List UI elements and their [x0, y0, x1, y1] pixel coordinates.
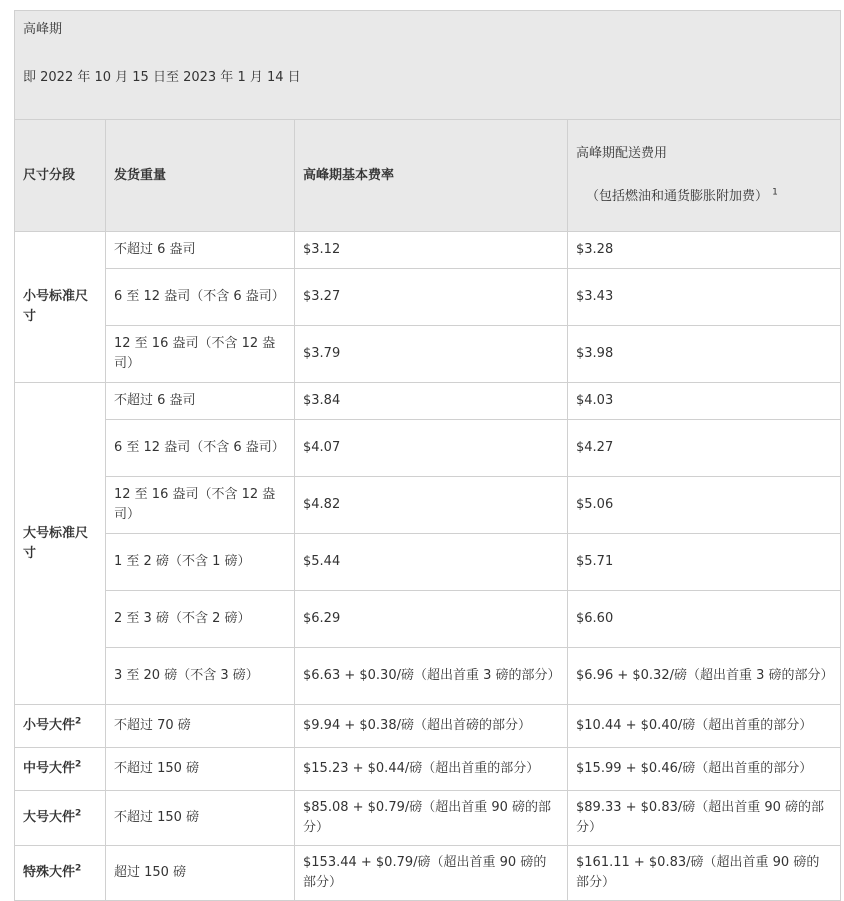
- header-row: [15, 120, 841, 232]
- base-rate-cell: $3.79: [295, 326, 568, 383]
- base-rate-cell: $3.12: [295, 232, 568, 269]
- size-tier-label: 小号大件: [23, 718, 76, 733]
- footnote-ref[interactable]: 2: [75, 759, 82, 770]
- base-rate-cell: $6.63 + $0.30/磅（超出首重 3 磅的部分）: [295, 648, 568, 705]
- weight-cell: 3 至 20 磅（不含 3 磅）: [106, 648, 295, 705]
- fee-cell: $10.44 + $0.40/磅（超出首重的部分）: [568, 705, 841, 748]
- table-row: [15, 383, 841, 420]
- fee-cell: $5.06: [568, 477, 841, 534]
- base-rate-cell: $5.44: [295, 534, 568, 591]
- table-row: [15, 477, 841, 534]
- weight-cell: 不超过 70 磅: [106, 705, 295, 748]
- size-tier-cell: [15, 705, 106, 748]
- header-base-rate: 高峰期基本费率: [295, 120, 568, 232]
- weight-cell: 12 至 16 盎司（不含 12 盎司）: [106, 477, 295, 534]
- period-title: 高峰期: [23, 22, 63, 37]
- header-tier: 尺寸分段: [15, 120, 106, 232]
- footnote-ref[interactable]: 1: [772, 187, 778, 198]
- base-rate-cell: $15.23 + $0.44/磅（超出首重的部分）: [295, 748, 568, 791]
- fee-cell: $3.28: [568, 232, 841, 269]
- size-tier-label: 大号大件: [23, 810, 76, 825]
- fee-cell: $161.11 + $0.83/磅（超出首重 90 磅的部分）: [568, 846, 841, 901]
- table-row: [15, 326, 841, 383]
- fee-cell: $5.71: [568, 534, 841, 591]
- table-row: [15, 705, 841, 748]
- weight-cell: 2 至 3 磅（不含 2 磅）: [106, 591, 295, 648]
- weight-cell: 不超过 150 磅: [106, 791, 295, 846]
- weight-cell: 12 至 16 盎司（不含 12 盎司）: [106, 326, 295, 383]
- table-row: [15, 748, 841, 791]
- fee-cell: $3.98: [568, 326, 841, 383]
- weight-cell: 不超过 150 磅: [106, 748, 295, 791]
- header-fee-note-text: （包括燃油和通货膨胀附加费）: [586, 189, 769, 204]
- header-weight: 发货重量: [106, 120, 295, 232]
- fee-cell: $6.96 + $0.32/磅（超出首重 3 磅的部分）: [568, 648, 841, 705]
- table-row: [15, 648, 841, 705]
- footnote-ref[interactable]: 2: [75, 808, 82, 819]
- table-row: [15, 791, 841, 846]
- fee-cell: $89.33 + $0.83/磅（超出首重 90 磅的部分）: [568, 791, 841, 846]
- table-row: [15, 591, 841, 648]
- base-rate-cell: $6.29: [295, 591, 568, 648]
- period-cell: [15, 11, 841, 120]
- base-rate-cell: $153.44 + $0.79/磅（超出首重 90 磅的部分）: [295, 846, 568, 901]
- table-row: [15, 534, 841, 591]
- table-row: [15, 269, 841, 326]
- base-rate-cell: $3.84: [295, 383, 568, 420]
- weight-cell: 6 至 12 盎司（不含 6 盎司）: [106, 420, 295, 477]
- fee-cell: $4.27: [568, 420, 841, 477]
- size-tier-cell: [15, 232, 106, 383]
- size-tier-cell: [15, 383, 106, 705]
- size-tier-label: 小号标准尺寸: [23, 289, 89, 324]
- weight-cell: 不超过 6 盎司: [106, 232, 295, 269]
- table-row: [15, 420, 841, 477]
- size-tier-label: 大号标准尺寸: [23, 525, 89, 561]
- size-tier-label: 中号大件: [23, 761, 76, 776]
- period-date-range: 即 2022 年 10 月 15 日至 2023 年 1 月 14 日: [23, 70, 301, 85]
- weight-cell: 超过 150 磅: [106, 846, 295, 901]
- size-tier-cell: [15, 748, 106, 791]
- fee-cell: $3.43: [568, 269, 841, 326]
- footnote-ref[interactable]: 2: [75, 863, 82, 874]
- period-band: [15, 11, 841, 120]
- table-row: [15, 846, 841, 901]
- weight-cell: 6 至 12 盎司（不含 6 盎司）: [106, 269, 295, 326]
- base-rate-cell: $4.07: [295, 420, 568, 477]
- fee-cell: $6.60: [568, 591, 841, 648]
- header-fee: [568, 120, 841, 232]
- fee-cell: $15.99 + $0.46/磅（超出首重的部分）: [568, 748, 841, 791]
- peak-fee-table: [14, 10, 841, 901]
- base-rate-cell: $4.82: [295, 477, 568, 534]
- weight-cell: 1 至 2 磅（不含 1 磅）: [106, 534, 295, 591]
- size-tier-cell: [15, 846, 106, 901]
- size-tier-cell: [15, 791, 106, 846]
- header-fee-title: 高峰期配送费用: [576, 146, 668, 161]
- table-row: [15, 232, 841, 269]
- base-rate-cell: $9.94 + $0.38/磅（超出首磅的部分）: [295, 705, 568, 748]
- weight-cell: 不超过 6 盎司: [106, 383, 295, 420]
- base-rate-cell: $3.27: [295, 269, 568, 326]
- footnote-ref[interactable]: 2: [75, 716, 82, 727]
- size-tier-label: 特殊大件: [23, 865, 76, 880]
- header-fee-note: [576, 187, 832, 207]
- fee-cell: $4.03: [568, 383, 841, 420]
- base-rate-cell: $85.08 + $0.79/磅（超出首重 90 磅的部分）: [295, 791, 568, 846]
